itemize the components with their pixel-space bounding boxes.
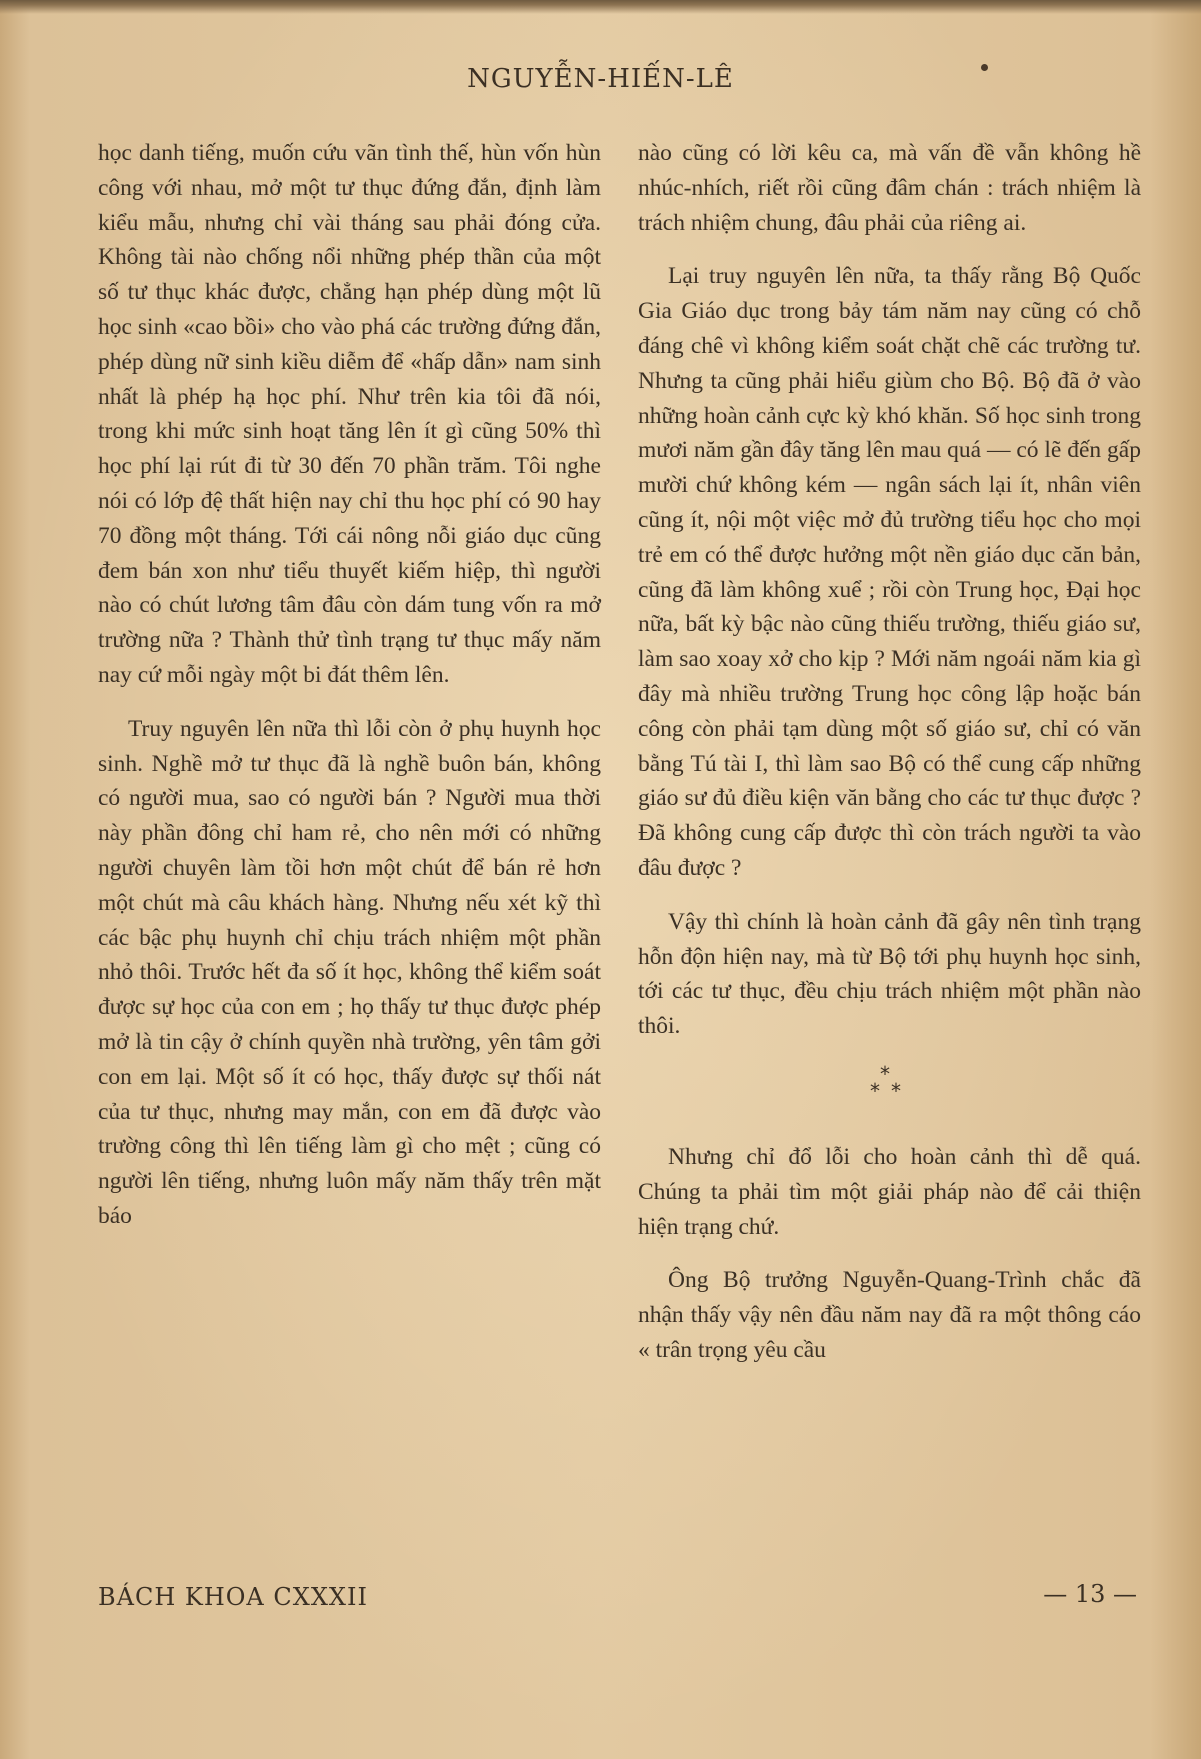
running-header: NGUYỄN-HIẾN-LÊ [467, 64, 734, 94]
left-column [98, 136, 601, 1234]
journal-title: BÁCH KHOA CXXXII [98, 1583, 368, 1611]
page-number: — 13 — [1043, 1580, 1137, 1608]
right-paragraph-4: Nhưng chỉ đổ lỗi cho hoàn cảnh thì dễ quá. Chúng ta phải tìm một giải pháp nào để cải thiện hiện trạng chứ. [638, 1143, 1141, 1240]
section-separator [638, 1044, 1141, 1106]
separator-star-left: * [870, 1078, 880, 1103]
right-column [638, 136, 1141, 1368]
right-paragraph-5: Ông Bộ trưởng Nguyễn-Quang-Trình chắc đã nhận thấy vậy nên đầu năm nay đã ra một thông cáo « trân trọng yêu cầu [638, 1267, 1141, 1363]
left-paragraph-1: học danh tiếng, muốn cứu vãn tình thế, hùn vốn hùn công với nhau, mở một tư thục đứng đắn, định làm kiểu mẫu, nhưng chỉ vài tháng sau phải đóng cửa. Không tài nào chống nổi những phép thần của một số tư thục khác được, chẳng hạn phép dùng một lũ học sinh «cao bồi» cho vào phá các trường đứng đắn, phép dùng nữ sinh kiều diễm để «hấp dẫn» nam sinh nhất là phép hạ học phí. Như trên kia tôi đã nói, trong khi mức sinh hoạt tăng lên ít gì cũng 50% thì học phí lại rút đi từ 30 đến 70 phần trăm. Tôi nghe nói có lớp đệ thất hiện nay chỉ thu học phí có 90 hay 70 đồng một tháng. Tới cái nông nỗi giáo dục cũng đem bán xon như tiểu thuyết kiếm hiệp, thì người nào có chút lương tâm đâu còn dám tung vốn ra mở trường nữa ? Thành thử tình trạng tư thục mấy năm nay cứ mỗi ngày một bi đát thêm lên. [98, 140, 601, 688]
right-paragraph-1: nào cũng có lời kêu ca, mà vấn đề vẫn không hề nhúc-nhích, riết rồi cũng đâm chán : trách nhiệm là trách nhiệm chung, đâu phải của riêng ai. [638, 140, 1141, 236]
separator-star-top: * [880, 1061, 890, 1086]
right-paragraph-2: Lại truy nguyên lên nữa, ta thấy rằng Bộ Quốc Gia Giáo dục trong bảy tám năm nay cũng có chỗ đáng chê vì không kiểm soát chặt chẽ các trường tư. Nhưng ta cũng phải hiểu giùm cho Bộ. Bộ đã ở vào những hoàn cảnh cực kỳ khó khăn. Số học sinh trong mươi năm gần đây tăng lên mau quá — có lẽ đến gấp mười chứ không kém — ngân sách lại ít, nhân viên cũng ít, nội một việc mở đủ trường tiểu học cho mọi trẻ em có thể được hưởng một nền giáo dục căn bản, cũng đã làm không xuể ; rồi còn Trung học, Đại học nữa, bất kỳ bậc nào cũng thiếu trường, thiếu giáo sư, làm sao xoay xở cho kịp ? Mới năm ngoái năm kia gì đây mà nhiều trường Trung học công lập hoặc bán công còn phải tạm dùng một số giáo sư, chỉ có văn bằng Tú tài I, thì làm sao Bộ có thể cung cấp những giáo sư đủ điều kiện văn bằng cho các tư thục được ? Đã không cung cấp được thì còn trách người ta vào đâu được ? [638, 263, 1141, 881]
separator-star-right: * [891, 1078, 901, 1103]
ink-dot [981, 64, 988, 71]
page-top-edge [0, 0, 1201, 14]
right-paragraph-3: Vậy thì chính là hoàn cảnh đã gây nên tình trạng hỗn độn hiện nay, mà từ Bộ tới phụ huynh học sinh, tới các tư thục, đều chịu trách nhiệm một phần nào thôi. [638, 908, 1141, 1040]
left-paragraph-2: Truy nguyên lên nữa thì lỗi còn ở phụ huynh học sinh. Nghề mở tư thục đã là nghề buôn bán, không có người mua, sao có người bán ? Người mua thời này phần đông chỉ ham rẻ, cho nên mới có những người chuyên làm tồi hơn một chút để bán rẻ hơn một chút mà câu khách hàng. Nhưng nếu xét kỹ thì các bậc phụ huynh chỉ chịu trách nhiệm một phần nhỏ thôi. Trước hết đa số ít học, không thể kiểm soát được sự học của con em ; họ thấy tư thục được phép mở là tin cậy ở chính quyền nhà trường, yên tâm gởi con em lại. Một số ít có học, thấy được sự thối nát của tư thục, nhưng may mắn, con em đã được vào trường công thì lên tiếng làm gì cho mệt ; cũng có người lên tiếng, nhưng luôn mấy năm thấy trên mặt báo [98, 715, 601, 1229]
